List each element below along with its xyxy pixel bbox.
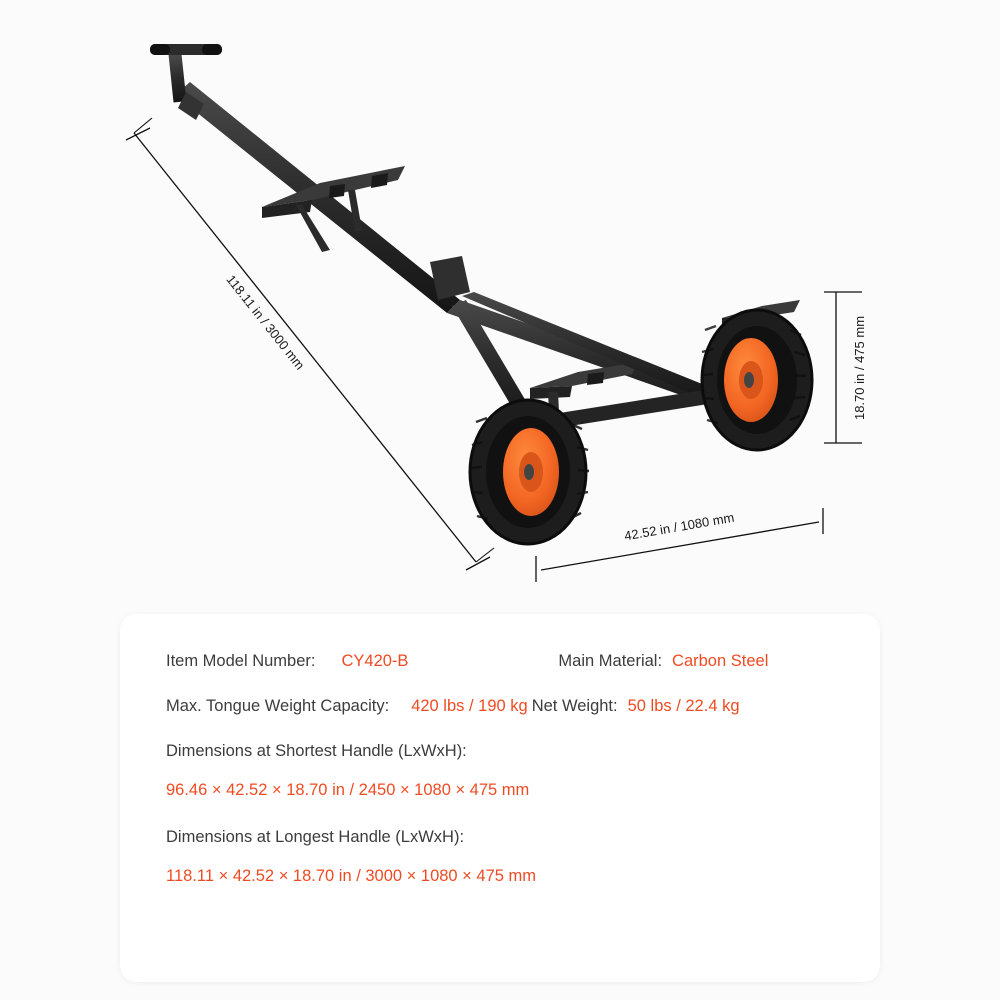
spec-block-longest	[166, 828, 840, 886]
dimension-width-label: 42.52 in / 1080 mm	[623, 509, 736, 544]
spec-row-model	[148, 652, 840, 671]
model-value: CY420-B	[341, 652, 409, 670]
spec-block-shortest	[166, 742, 840, 800]
longest-handle-value: 118.11 × 42.52 × 18.70 in / 3000 × 1080 × 475 mm	[166, 867, 537, 885]
spec-row-weight	[148, 697, 840, 716]
model-label: Item Model Number:	[166, 652, 316, 670]
bunk-pad-middle	[530, 362, 638, 399]
wheel-left	[470, 400, 589, 544]
dimension-length-label: 118.11 in / 3000 mm	[223, 271, 308, 373]
shortest-handle-value: 96.46 × 42.52 × 18.70 in / 2450 × 1080 × 475 mm	[166, 781, 530, 799]
net-weight-label: Net Weight:	[531, 697, 618, 715]
dimension-height-label: 18.70 in / 475 mm	[852, 315, 867, 421]
material-label: Main Material:	[558, 652, 663, 670]
tongue-weight-label: Max. Tongue Weight Capacity:	[166, 697, 390, 715]
net-weight-value: 50 lbs / 22.4 kg	[627, 697, 740, 715]
tongue-weight-value: 420 lbs / 190 kg	[411, 697, 528, 715]
longest-handle-label: Dimensions at Longest Handle (LxWxH):	[166, 828, 465, 846]
wheel-right	[702, 310, 812, 450]
material-value: Carbon Steel	[672, 652, 769, 670]
shortest-handle-label: Dimensions at Shortest Handle (LxWxH):	[166, 742, 467, 760]
specification-card	[120, 614, 880, 982]
